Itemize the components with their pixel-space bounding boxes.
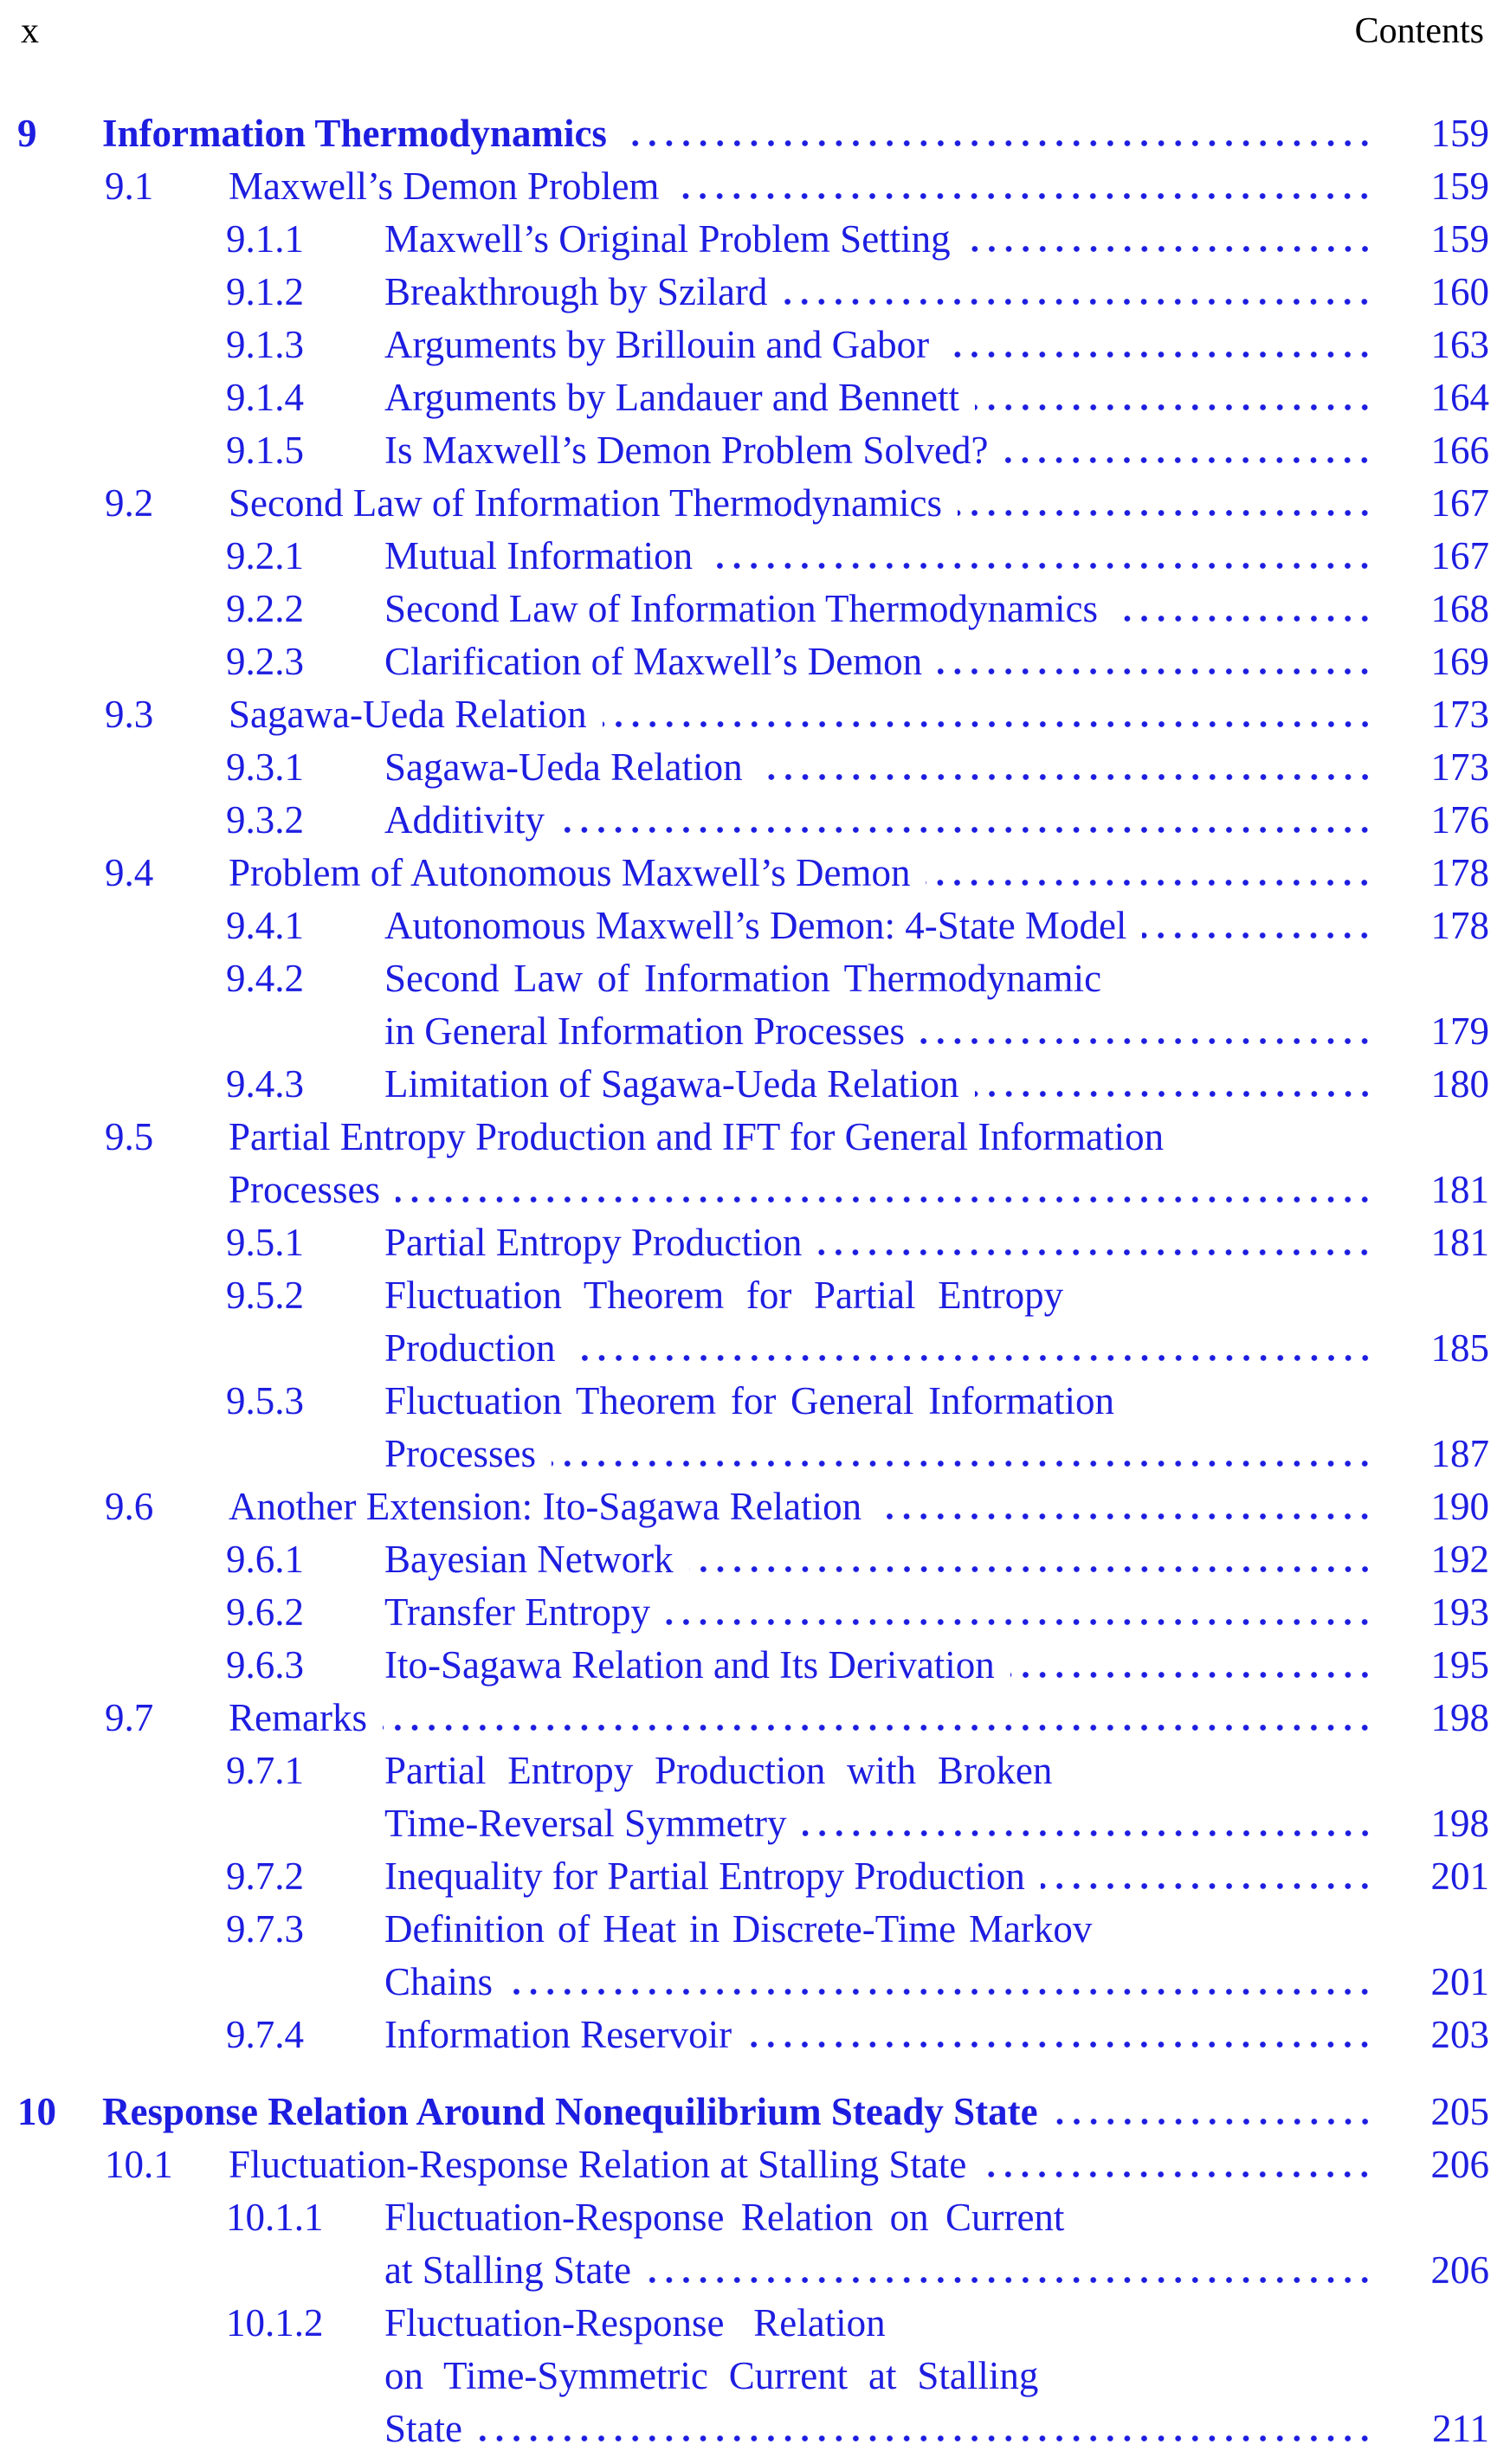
page-number: 166: [1430, 429, 1489, 472]
toc-entry-link-line[interactable]: [0, 2138, 1510, 2191]
table-of-contents: [0, 107, 1510, 2455]
toc-entry-9.7: [0, 1692, 1510, 1745]
entry-title: State: [384, 2407, 462, 2450]
toc-entry-link-line[interactable]: [0, 1375, 1510, 1428]
entry-number: 9.3.2: [226, 798, 304, 842]
toc-entry-link-line[interactable]: [0, 741, 1510, 794]
page-number: 201: [1430, 1960, 1489, 2003]
toc-entry-9.6: [0, 1480, 1510, 1533]
toc-entry-link-line[interactable]: [0, 1269, 1510, 1322]
entry-title: Fluctuation-Response Relation at Stalling State: [229, 2143, 967, 2186]
page-number: 192: [1430, 1538, 1489, 1581]
toc-entry-link-line[interactable]: [0, 1903, 1510, 1956]
toc-entry-9.3.1: [0, 741, 1510, 794]
entry-title: Second Law of Information Thermodynamic: [384, 957, 1102, 1000]
entry-title: Fluctuation-Response Relation on Current: [384, 2196, 1065, 2239]
dot-leader: [1054, 2119, 1373, 2125]
page-number: 211: [1432, 2407, 1489, 2450]
toc-entry-link-line[interactable]: [0, 2244, 1510, 2297]
toc-entry-9.2.3: [0, 635, 1510, 688]
toc-entry-9.7.3: [0, 1903, 1510, 2009]
dot-leader: [926, 880, 1373, 886]
entry-title: Additivity: [384, 798, 545, 842]
page-number: 178: [1430, 904, 1489, 947]
page-number: 169: [1430, 640, 1489, 683]
entry-title: Fluctuation Theorem for General Information: [384, 1379, 1115, 1422]
toc-entry-9.5.1: [0, 1216, 1510, 1269]
toc-entry-link-line[interactable]: [0, 477, 1510, 530]
entry-number: 9.4.3: [226, 1062, 304, 1106]
entry-title: in General Information Processes: [384, 1009, 906, 1053]
page-number: 160: [1430, 270, 1489, 313]
page-number: 181: [1430, 1221, 1489, 1264]
page-number-label: x: [21, 11, 39, 51]
toc-entry-link-line[interactable]: [0, 319, 1510, 371]
entry-number: 9.4.1: [226, 904, 304, 947]
page-number: 198: [1430, 1802, 1489, 1845]
dot-leader: [1010, 1672, 1373, 1678]
entry-title: Arguments by Brillouin and Gabor: [384, 323, 930, 366]
entry-number: 9.4: [105, 851, 154, 894]
toc-entry-link-line[interactable]: [0, 1322, 1510, 1375]
toc-entry-9.4.3: [0, 1058, 1510, 1111]
entry-title: Time-Reversal Symmetry: [384, 1802, 787, 1845]
toc-entry-link-line[interactable]: [0, 371, 1510, 424]
page-number: 201: [1430, 1854, 1489, 1898]
page-number: 187: [1430, 1432, 1489, 1475]
entry-title: at Stalling State: [384, 2248, 631, 2292]
dot-leader: [1041, 1883, 1373, 1889]
toc-entry-link-line[interactable]: [0, 847, 1510, 900]
entry-title: Second Law of Information Thermodynamics: [384, 587, 1098, 630]
entry-number: 9.7.3: [226, 1907, 304, 1951]
toc-entry-10.1: [0, 2138, 1510, 2191]
toc-entry-9.5.3: [0, 1375, 1510, 1480]
toc-entry-9.2.1: [0, 530, 1510, 583]
toc-entry-9.3: [0, 688, 1510, 741]
toc-entry-9.6.3: [0, 1639, 1510, 1692]
entry-title: Sagawa-Ueda Relation: [384, 745, 743, 789]
page-header: [0, 0, 1510, 54]
dot-leader: [747, 2042, 1373, 2048]
entry-title: Processes: [384, 1432, 536, 1475]
toc-entry-link-line[interactable]: [0, 2297, 1510, 2350]
toc-entry-link-line[interactable]: [0, 1164, 1510, 1216]
dot-leader: [982, 2171, 1373, 2177]
page-number: 206: [1430, 2248, 1489, 2292]
toc-entry-link-line[interactable]: [0, 1058, 1510, 1111]
dot-leader: [571, 1355, 1374, 1361]
toc-entry-link-line[interactable]: [0, 266, 1510, 319]
dot-leader: [666, 1619, 1373, 1625]
page-number: 206: [1430, 2143, 1489, 2186]
dot-leader: [689, 1566, 1373, 1572]
toc-entry-9.2.2: [0, 583, 1510, 635]
toc-entry-link-line[interactable]: [0, 2009, 1510, 2061]
toc-entry-link-line[interactable]: [0, 1745, 1510, 1797]
entry-title: Production: [384, 1326, 556, 1370]
page-number: 159: [1430, 164, 1489, 208]
entry-title: Response Relation Around Nonequilibrium Steady State: [102, 2090, 1038, 2133]
entry-title: Arguments by Landauer and Bennett: [384, 376, 959, 419]
page-number: 173: [1430, 745, 1489, 789]
toc-entry-link-line[interactable]: [0, 424, 1510, 477]
toc-entry-9.1.3: [0, 319, 1510, 371]
entry-number: 9.2.3: [226, 640, 304, 683]
page-number: 185: [1430, 1326, 1489, 1370]
page-number: 164: [1430, 376, 1489, 419]
entry-number: 9.4.2: [226, 957, 304, 1000]
toc-entry-9.1: [0, 160, 1510, 213]
toc-entry-link-line[interactable]: [0, 1850, 1510, 1903]
entry-number: 9.7.2: [226, 1854, 304, 1898]
toc-entry-9.7.4: [0, 2009, 1510, 2061]
dot-leader: [966, 246, 1373, 252]
entry-number: 9.5.3: [226, 1379, 304, 1422]
dot-leader: [478, 2435, 1373, 2441]
entry-number: 9.7.1: [226, 1749, 304, 1792]
page-number: 190: [1430, 1485, 1489, 1528]
header-title: Contents: [1354, 11, 1484, 51]
dot-leader: [938, 668, 1373, 674]
toc-entry-link-line[interactable]: [0, 688, 1510, 741]
toc-entry-10.1.2: [0, 2297, 1510, 2455]
toc-entry-link-line[interactable]: [0, 1956, 1510, 2009]
entry-title: on Time-Symmetric Current at Stalling: [384, 2354, 1039, 2397]
toc-entry-link-line[interactable]: [0, 1005, 1510, 1058]
entry-title: Information Thermodynamics: [102, 112, 607, 155]
toc-entry-link-line[interactable]: [0, 1533, 1510, 1586]
entry-title: Fluctuation-Response Relation: [384, 2301, 886, 2345]
entry-title: Maxwell’s Demon Problem: [229, 164, 660, 208]
toc-entry-9.5: [0, 1111, 1510, 1216]
entry-number: 9.2.1: [226, 534, 304, 577]
dot-leader: [945, 352, 1373, 358]
toc-entry-link-line[interactable]: [0, 635, 1510, 688]
toc-entry-link-line[interactable]: [0, 160, 1510, 213]
dot-leader: [975, 1091, 1373, 1097]
dot-leader: [975, 404, 1373, 410]
dot-leader: [877, 1513, 1373, 1519]
entry-title: Inequality for Partial Entropy Production: [384, 1854, 1025, 1898]
entry-number: 9.6.2: [226, 1590, 304, 1634]
dot-leader: [383, 1725, 1373, 1731]
dot-leader: [647, 2277, 1373, 2283]
dot-leader: [783, 299, 1373, 305]
toc-entry-link-line[interactable]: [0, 900, 1510, 952]
toc-entry-9.4.1: [0, 900, 1510, 952]
entry-title: Remarks: [229, 1696, 367, 1739]
page-number: 159: [1430, 217, 1489, 261]
dot-leader: [817, 1249, 1373, 1255]
page-number: 163: [1430, 323, 1489, 366]
toc-entry-link-line[interactable]: [0, 2350, 1510, 2403]
toc-entry-9.7.2: [0, 1850, 1510, 1903]
dot-leader: [920, 1038, 1373, 1044]
dot-leader: [708, 563, 1373, 569]
entry-title: Information Reservoir: [384, 2013, 732, 2056]
page-number: 178: [1430, 851, 1489, 894]
page-number: 176: [1430, 798, 1489, 842]
entry-number: 9.2.2: [226, 587, 304, 630]
entry-title: Partial Entropy Production and IFT for General Information: [229, 1115, 1165, 1158]
toc-entry-9.6.2: [0, 1586, 1510, 1639]
toc-entry-9.1.5: [0, 424, 1510, 477]
entry-number: 9.5: [105, 1115, 154, 1158]
entry-title: Is Maxwell’s Demon Problem Solved?: [384, 429, 989, 472]
entry-number: 9.1.4: [226, 376, 304, 419]
toc-entry-9.4: [0, 847, 1510, 900]
toc-entry-link-line[interactable]: [0, 1692, 1510, 1745]
entry-title: Mutual Information: [384, 534, 694, 577]
entry-number: 9.2: [105, 481, 154, 525]
entry-number: 10.1.2: [226, 2301, 324, 2345]
entry-number: 9.7: [105, 1696, 154, 1739]
page-number: 168: [1430, 587, 1489, 630]
toc-entry-9.7.1: [0, 1745, 1510, 1850]
toc-entry-link-line[interactable]: [0, 1797, 1510, 1850]
dot-leader: [552, 1461, 1373, 1467]
entry-number: 10.1: [105, 2143, 173, 2186]
toc-entry-link-line[interactable]: [0, 1428, 1510, 1480]
toc-entry-link-line[interactable]: [0, 1586, 1510, 1639]
toc-entry-9.1.4: [0, 371, 1510, 424]
entry-title: Partial Entropy Production with Broken: [384, 1749, 1053, 1792]
toc-entry-link-line[interactable]: [0, 530, 1510, 583]
dot-leader: [1113, 616, 1373, 622]
toc-entry-link-line[interactable]: [0, 2403, 1510, 2455]
dot-leader: [623, 140, 1373, 146]
entry-number: 10.1.1: [226, 2196, 324, 2239]
entry-title: Processes: [229, 1168, 380, 1211]
toc-entry-link-line[interactable]: [0, 1639, 1510, 1692]
entry-title: Problem of Autonomous Maxwell’s Demon: [229, 851, 911, 894]
page-number: 159: [1430, 112, 1489, 155]
dot-leader: [1003, 457, 1373, 463]
dot-leader: [560, 827, 1373, 833]
entry-number: 9.1.1: [226, 217, 304, 261]
entry-title: Second Law of Information Thermodynamics: [229, 481, 942, 525]
toc-entry-10: [0, 2086, 1510, 2138]
page-number: 195: [1430, 1643, 1489, 1687]
entry-title: Clarification of Maxwell’s Demon: [384, 640, 923, 683]
dot-leader: [603, 721, 1373, 727]
entry-title: Ito-Sagawa Relation and Its Derivation: [384, 1643, 995, 1687]
dot-leader: [958, 510, 1373, 516]
toc-entry-link-line[interactable]: [0, 794, 1510, 847]
toc-entry-link-line[interactable]: [0, 2191, 1510, 2244]
entry-number: 9.1.5: [226, 429, 304, 472]
toc-entry-9: [0, 107, 1510, 160]
entry-title: Maxwell’s Original Problem Setting: [384, 217, 951, 261]
entry-title: Sagawa-Ueda Relation: [229, 693, 587, 736]
dot-leader: [396, 1197, 1373, 1203]
page-number: 205: [1430, 2090, 1489, 2133]
toc-entry-link-line[interactable]: [0, 2086, 1510, 2138]
toc-entry-9.2: [0, 477, 1510, 530]
entry-number: 9.6.3: [226, 1643, 304, 1687]
page-number: 198: [1430, 1696, 1489, 1739]
toc-entry-link-line[interactable]: [0, 107, 1510, 160]
page-number: 173: [1430, 693, 1489, 736]
entry-number: 9.6: [105, 1485, 154, 1528]
entry-number: 9: [17, 112, 37, 155]
dot-leader: [674, 193, 1373, 199]
entry-number: 9.7.4: [226, 2013, 304, 2056]
entry-title: Breakthrough by Szilard: [384, 270, 768, 313]
toc-entry-link-line[interactable]: [0, 952, 1510, 1005]
entry-title: Definition of Heat in Discrete-Time Markov: [384, 1907, 1093, 1951]
toc-entry-9.3.2: [0, 794, 1510, 847]
page-number: 167: [1430, 481, 1489, 525]
page-number: 193: [1430, 1590, 1489, 1634]
toc-entry-10.1.1: [0, 2191, 1510, 2297]
toc-entry-9.5.2: [0, 1269, 1510, 1375]
toc-entry-link-line[interactable]: [0, 583, 1510, 635]
page-number: 180: [1430, 1062, 1489, 1106]
entry-number: 9.1.3: [226, 323, 304, 366]
entry-number: 9.1.2: [226, 270, 304, 313]
dot-leader: [1142, 932, 1373, 939]
entry-number: 9.6.1: [226, 1538, 304, 1581]
entry-title: Partial Entropy Production: [384, 1221, 803, 1264]
toc-entry-link-line[interactable]: [0, 1111, 1510, 1164]
dot-leader: [508, 1989, 1373, 1995]
toc-entry-9.1.2: [0, 266, 1510, 319]
entry-title: Limitation of Sagawa-Ueda Relation: [384, 1062, 959, 1106]
entry-title: Fluctuation Theorem for Partial Entropy: [384, 1274, 1064, 1317]
entry-number: 9.5.1: [226, 1221, 304, 1264]
entry-title: Another Extension: Ito-Sagawa Relation: [229, 1485, 862, 1528]
entry-number: 9.3.1: [226, 745, 304, 789]
entry-number: 9.3: [105, 693, 154, 736]
entry-number: 9.1: [105, 164, 154, 208]
toc-entry-9.6.1: [0, 1533, 1510, 1586]
entry-title: Chains: [384, 1960, 494, 2003]
dot-leader: [758, 774, 1373, 780]
page-number: 181: [1430, 1168, 1489, 1211]
page-number: 179: [1430, 1009, 1489, 1053]
entry-title: Bayesian Network: [384, 1538, 674, 1581]
entry-title: Transfer Entropy: [384, 1590, 651, 1634]
toc-entry-link-line[interactable]: [0, 1480, 1510, 1533]
toc-entry-link-line[interactable]: [0, 213, 1510, 266]
toc-entry-9.1.1: [0, 213, 1510, 266]
toc-entry-9.4.2: [0, 952, 1510, 1058]
entry-number: 10: [17, 2090, 56, 2133]
entry-number: 9.5.2: [226, 1274, 304, 1317]
page-number: 167: [1430, 534, 1489, 577]
toc-entry-link-line[interactable]: [0, 1216, 1510, 1269]
dot-leader: [803, 1830, 1373, 1836]
page-number: 203: [1430, 2013, 1489, 2056]
entry-title: Autonomous Maxwell’s Demon: 4-State Model: [384, 904, 1127, 947]
